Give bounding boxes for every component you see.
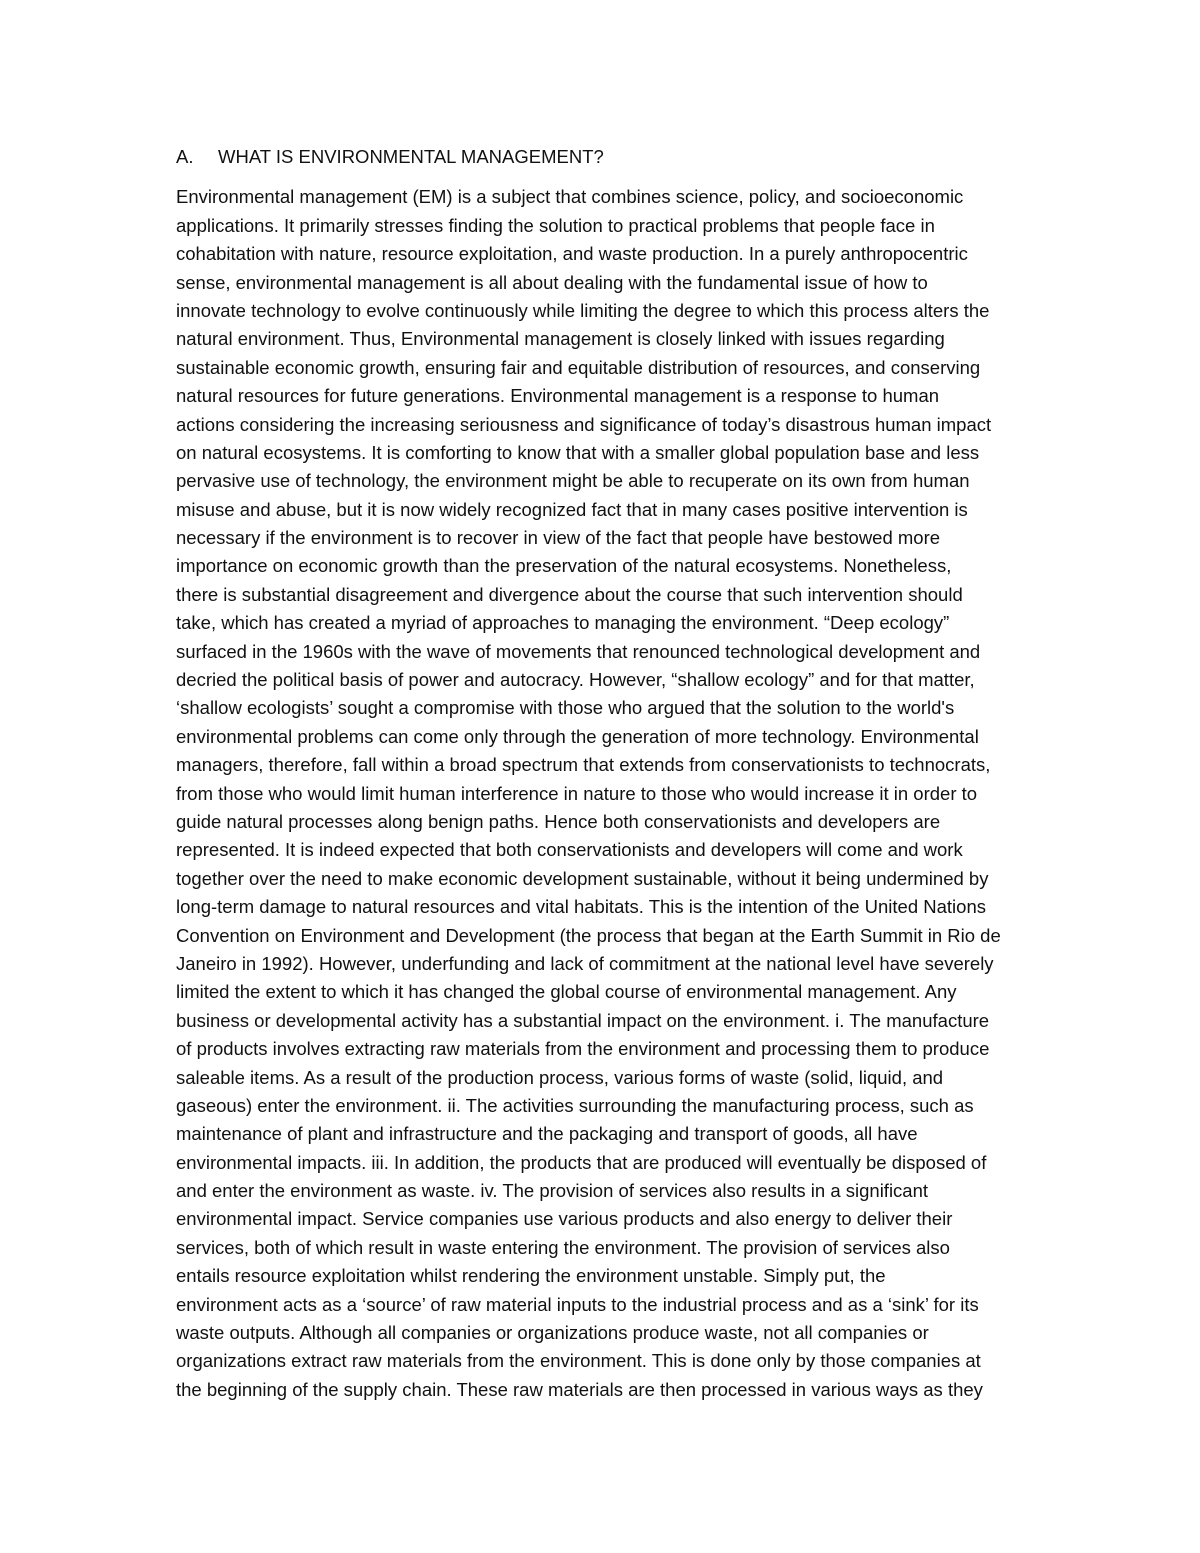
text-line: pervasive use of technology, the environment might be able to recuperate on its own from human xyxy=(176,470,970,492)
text-line: environment acts as a ‘source’ of raw material inputs to the industrial process and as a ‘sink’ for its xyxy=(176,1293,979,1315)
text-line: importance on economic growth than the preservation of the natural ecosystems. Nonetheless, xyxy=(176,555,952,577)
text-line: cohabitation with nature, resource exploitation, and waste production. In a purely anthropocentric xyxy=(176,243,968,265)
text-line: together over the need to make economic development sustainable, without it being undermined by xyxy=(176,867,989,889)
text-line: long-term damage to natural resources and vital habitats. This is the intention of the United Nations xyxy=(176,896,986,918)
text-line: natural environment. Thus, Environmental management is closely linked with issues regarding xyxy=(176,328,945,350)
text-line: there is substantial disagreement and divergence about the course that such intervention should xyxy=(176,583,963,605)
text-line: and enter the environment as waste. iv. The provision of services also results in a significant xyxy=(176,1180,929,1202)
text-line: from those who would limit human interference in nature to those who would increase it in order to xyxy=(176,782,978,804)
text-line: services, both of which result in waste entering the environment. The provision of services also xyxy=(176,1236,950,1258)
text-line: decried the political basis of power and autocracy. However, “shallow ecology” and for that matter, xyxy=(176,669,975,691)
text-line: ‘shallow ecologists’ sought a compromise with those who argued that the solution to the world's xyxy=(176,697,955,719)
section-title: WHAT IS ENVIRONMENTAL MANAGEMENT? xyxy=(218,146,604,167)
text-line: surfaced in the 1960s with the wave of movements that renounced technological development and xyxy=(176,640,981,662)
text-line: managers, therefore, fall within a broad spectrum that extends from conservationists to technocrats, xyxy=(176,754,991,776)
text-line: natural resources for future generations. Environmental management is a response to human xyxy=(176,385,940,407)
text-line: actions considering the increasing seriousness and significance of today’s disastrous human impact xyxy=(176,413,992,435)
text-line: innovate technology to evolve continuously while limiting the degree to which this process alters the xyxy=(176,299,990,321)
text-line: organizations extract raw materials from the environment. This is done only by those companies at xyxy=(176,1350,981,1372)
text-line: on natural ecosystems. It is comforting to know that with a smaller global population base and less xyxy=(176,441,980,463)
text-line: Environmental management (EM) is a subject that combines science, policy, and socioeconomic xyxy=(176,186,964,208)
text-line: environmental problems can come only through the generation of more technology. Environmental xyxy=(176,725,979,747)
text-line: environmental impact. Service companies use various products and also energy to deliver their xyxy=(176,1208,953,1230)
text-line: necessary if the environment is to recover in view of the fact that people have bestowed more xyxy=(176,527,941,549)
document-page xyxy=(176,143,1052,1404)
text-line: gaseous) enter the environment. ii. The activities surrounding the manufacturing process, such as xyxy=(176,1094,974,1116)
text-line: saleable items. As a result of the production process, various forms of waste (solid, liquid, and xyxy=(176,1066,944,1088)
section-heading xyxy=(176,143,1052,171)
text-line: sense, environmental management is all about dealing with the fundamental issue of how to xyxy=(176,271,928,293)
text-line: business or developmental activity has a substantial impact on the environment. i. The manufacture xyxy=(176,1009,990,1031)
text-line: entails resource exploitation whilst rendering the environment unstable. Simply put, the xyxy=(176,1265,886,1287)
text-line: maintenance of plant and infrastructure and the packaging and transport of goods, all have xyxy=(176,1123,918,1145)
text-line: misuse and abuse, but it is now widely recognized fact that in many cases positive intervention is xyxy=(176,498,968,520)
text-line: applications. It primarily stresses finding the solution to practical problems that people face in xyxy=(176,214,935,236)
section-marker: A. xyxy=(176,146,194,167)
text-line: the beginning of the supply chain. These raw materials are then processed in various ways as they xyxy=(176,1378,983,1400)
text-line: take, which has created a myriad of approaches to managing the environment. “Deep ecology” xyxy=(176,612,950,634)
text-line: Convention on Environment and Development (the process that began at the Earth Summit in Rio de xyxy=(176,924,1001,946)
text-line: Janeiro in 1992). However, underfunding and lack of commitment at the national level have severely xyxy=(176,952,994,974)
text-line: sustainable economic growth, ensuring fair and equitable distribution of resources, and conserving xyxy=(176,356,981,378)
text-line: guide natural processes along benign paths. Hence both conservationists and developers are xyxy=(176,811,941,832)
text-line: limited the extent to which it has changed the global course of environmental management. Any xyxy=(176,981,957,1003)
body-paragraph xyxy=(176,183,1052,1404)
text-line: environmental impacts. iii. In addition, the products that are produced will eventually be disposed of xyxy=(176,1151,987,1173)
text-line: represented. It is indeed expected that both conservationists and developers will come and work xyxy=(176,839,963,861)
text-line: waste outputs. Although all companies or organizations produce waste, not all companies or xyxy=(176,1322,929,1344)
text-line: of products involves extracting raw materials from the environment and processing them to produce xyxy=(176,1038,990,1060)
